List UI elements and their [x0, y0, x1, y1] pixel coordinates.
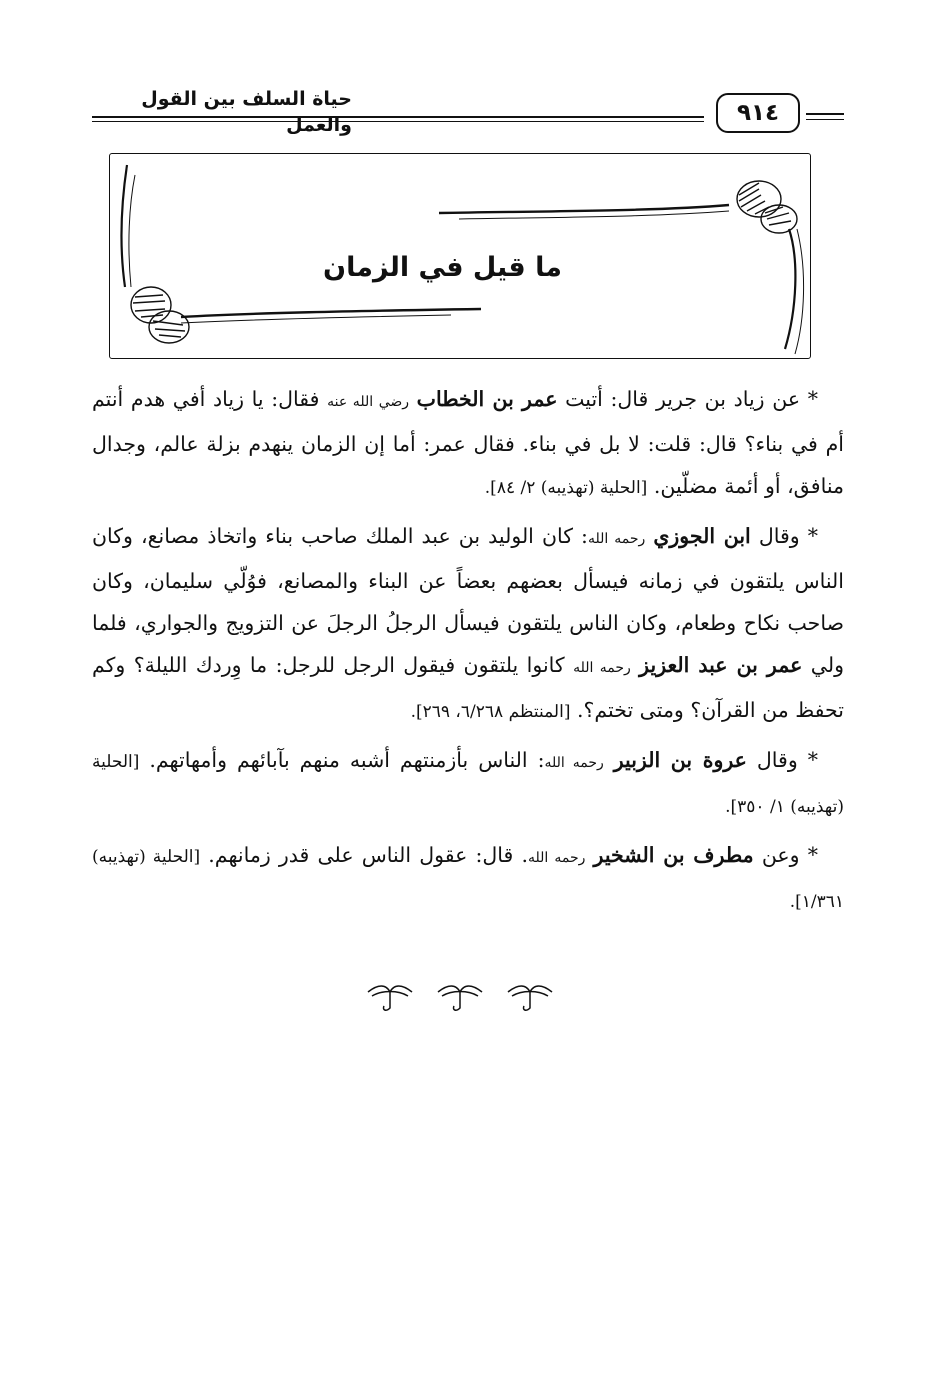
entry-intro: وقال [758, 524, 800, 548]
section-title: ما قيل في الزمان [323, 252, 562, 283]
entry-text: فقال: يا زياد أفي هدم أنتم أم في بناء؟ قال: قلت: لا بل في بناء. فقال عمر: أما إن الزمان ينهدم بزلة عالم، وجدال منافق، أو أئمة مضلّين. [92, 387, 844, 498]
person-name: عروة بن الزبير [613, 748, 747, 772]
person-name: عمر بن الخطاب [416, 387, 558, 411]
entry-paragraph [92, 739, 844, 828]
entry-text: : كان الوليد بن عبد الملك صاحب بناء واتخاذ مصانع، وكان الناس يلتقون في زمانه فيسأل بعضهم بعضاً عن البناء والمصانع، فوُلّي سليمان، وكان صاحب نكاح وطعام، وكان الناس يلتقون فيسأل الرجلُ الرجلَ عن التزويج والجواري، فلما ولي [92, 524, 844, 677]
honorific: رحمه الله [527, 850, 586, 866]
entry-text: : الناس بأزمنتهم أشبه منهم بآبائهم وأمهاتهم. [149, 748, 545, 772]
entry-paragraph [92, 378, 844, 509]
entry-paragraph [92, 834, 844, 923]
header-rule-left [806, 113, 844, 115]
person-name: مطرف بن الشخير [593, 843, 754, 867]
body-text [92, 378, 844, 929]
header-rule-left-thin [806, 119, 844, 120]
honorific: رحمه الله [544, 755, 604, 771]
bullet: * [807, 524, 818, 548]
entry-text: . قال: عقول الناس على قدر زمانهم. [208, 843, 528, 867]
honorific: رحمه الله [587, 531, 646, 547]
running-title: حياة السلف بين القول والعمل [141, 88, 352, 136]
person-name: عمر بن عبد العزيز [639, 653, 803, 677]
bullet: * [807, 843, 818, 867]
citation: [الحلية (تهذيبه) ١/٣٦١]. [92, 847, 844, 912]
bullet: * [807, 748, 818, 772]
floral-divider-icon [360, 978, 560, 1018]
citation: [الحلية (تهذيبه) ٢/ ٨٤]. [484, 478, 648, 498]
citation: [الحلية (تهذيبه) ١/ ٣٥٠]. [92, 752, 844, 817]
entry-paragraph [92, 515, 844, 733]
page-number: ٩١٤ [716, 93, 800, 133]
citation: [المنتظم ٦/٢٦٨، ٢٦٩]. [410, 702, 571, 722]
bullet: * [807, 387, 818, 411]
entry-intro: وعن [761, 843, 800, 867]
header-rule [92, 116, 704, 118]
entry-intro: وقال [756, 748, 798, 772]
person-name: ابن الجوزي [653, 524, 751, 548]
honorific: رضي الله عنه [327, 394, 410, 410]
header-rule-thin [92, 121, 704, 122]
honorific: رحمه الله [573, 660, 631, 676]
entry-text: كانوا يلتقون فيقول الرجل للرجل: ما وِردك الليلة؟ وكم تحفظ من القرآن؟ ومتى تختم؟. [92, 653, 844, 722]
entry-intro: عن زياد بن جرير قال: أتيت [565, 387, 801, 411]
